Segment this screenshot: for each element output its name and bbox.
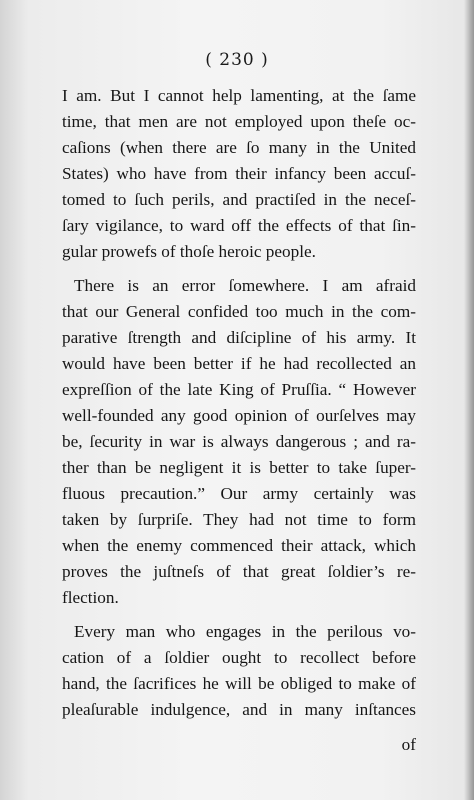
text-line: flection. [62,588,119,607]
page-edge-shadow [464,0,474,800]
text-line: when the enemy commenced their attack, which [62,536,416,555]
text-line: Every man who engages in the perilous vo- [74,622,416,641]
text-line: ſary vigilance, to ward off the effects of that ſin- [62,216,416,235]
text-line: cation of a ſoldier ought to recollect before [62,648,416,667]
text-line: caſions (when there are ſo many in the United [62,138,416,157]
text-line: ther than be negligent it is better to take ſuper- [62,458,416,477]
text-line: would have been better if he had recollected an [62,354,416,373]
text-line: gular prowefs of thoſe heroic people. [62,242,316,261]
paragraph-gap [62,265,416,273]
text-line: pleaſurable indulgence, and in many inſtances [62,700,416,719]
text-line: hand, the ſacrifices he will be obliged to make of [62,674,416,693]
text-line: parative ſtrength and diſcipline of his army. It [62,328,416,347]
text-line: tomed to ſuch perils, and practiſed in the neceſ- [62,190,416,209]
text-line: There is an error ſomewhere. I am afraid [74,276,416,295]
text-line: that our General confided too much in the com- [62,302,416,321]
text-line: time, that men are not employed upon theſe oc- [62,112,416,131]
catchword: of [401,735,416,754]
paragraph-gap [62,611,416,619]
text-line: be, ſecurity in war is always dangerous ; and ra- [62,432,416,451]
text-line: I am. But I cannot help lamenting, at the ſame [62,86,416,105]
text-line: well-founded any good opinion of ourſelves may [62,406,416,425]
text-line: fluous precaution.” Our army certainly was [62,484,416,503]
body-text [62,83,416,723]
text-line: expreſſion of the late King of Pruſſia. “ However [62,380,416,399]
page-number: ( 230 ) [205,50,269,70]
text-line: taken by ſurpriſe. They had not time to form [62,510,416,529]
text-line: States) who have from their infancy been accuſ- [62,164,416,183]
text-line: proves the juſtneſs of that great ſoldier’s re- [62,562,416,581]
